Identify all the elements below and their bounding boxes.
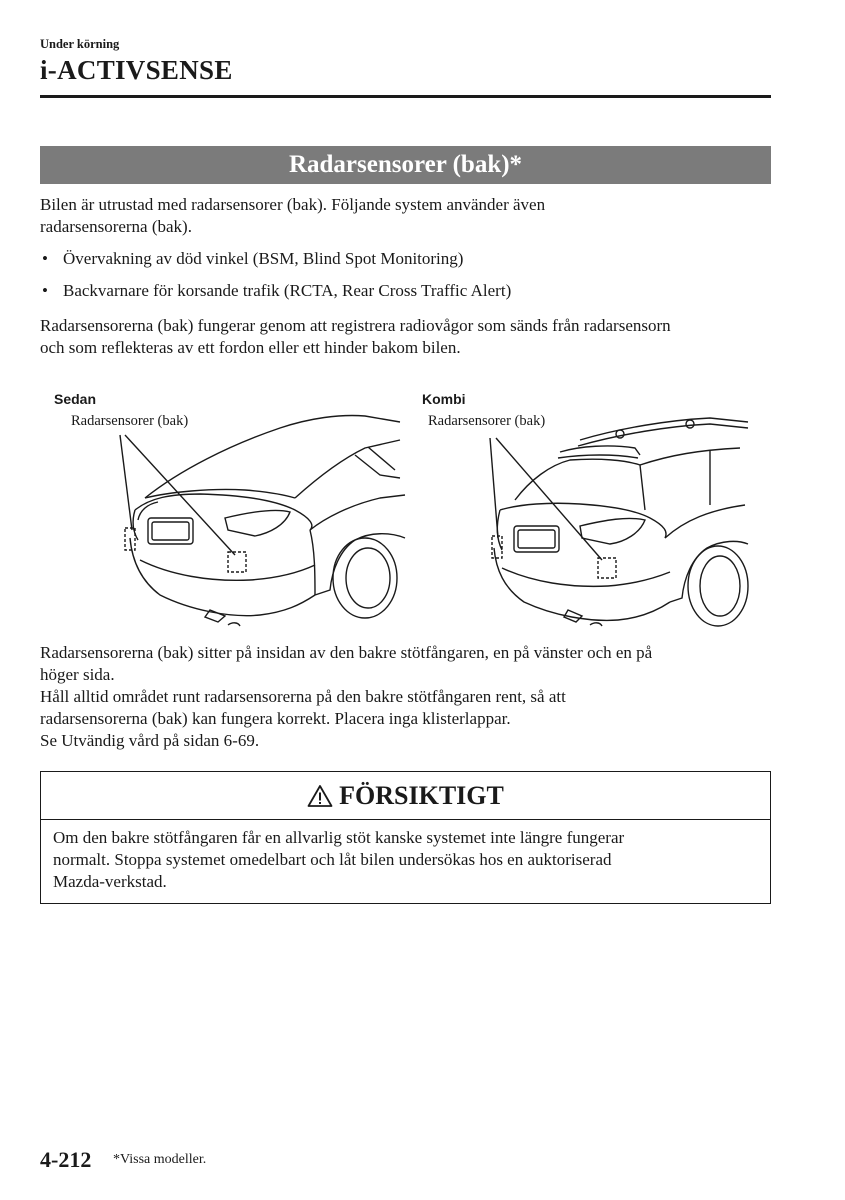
caution-body: [53, 827, 763, 893]
figure-callout-kombi: Radarsensorer (bak): [428, 413, 546, 429]
description-line: Radarsensorerna (bak) fungerar genom att registrera radiovågor som sänds från radarsensorn: [40, 316, 671, 335]
location-line: höger sida.: [40, 665, 115, 684]
intro-paragraph: [40, 194, 780, 238]
bullet-icon: •: [42, 281, 48, 300]
location-paragraph: [40, 642, 780, 752]
location-line: Håll alltid området runt radarsensorerna på den bakre stötfångaren rent, så att: [40, 687, 566, 706]
location-line: Radarsensorerna (bak) sitter på insidan av den bakre stötfångaren, en på vänster och en på: [40, 643, 653, 662]
caution-header: [41, 772, 770, 820]
location-line: radarsensorerna (bak) kan fungera korrekt. Placera inga klisterlappar.: [40, 709, 511, 728]
page-number: 4-212: [40, 1147, 92, 1172]
intro-line: radarsensorerna (bak).: [40, 217, 192, 236]
list-item-text: Backvarnare för korsande trafik (RCTA, Rear Cross Traffic Alert): [63, 281, 512, 300]
footnote: *Vissa modeller.: [113, 1152, 207, 1167]
section-title-banner: Radarsensorer (bak)*: [40, 146, 771, 184]
list-item: [40, 280, 780, 302]
description-paragraph: [40, 315, 780, 359]
description-line: och som reflekteras av ett fordon eller ett hinder bakom bilen.: [40, 338, 461, 357]
section-label: Under körning: [40, 37, 120, 51]
warning-triangle-icon: [307, 776, 333, 823]
system-list: [40, 248, 780, 312]
caution-title: FÖRSIKTIGT: [339, 781, 504, 810]
header-rule: [40, 95, 771, 98]
sedan-car-illustration: [110, 400, 410, 630]
caution-box: [40, 771, 771, 904]
figure-label-kombi: Kombi: [422, 391, 466, 407]
intro-line: Bilen är utrustad med radarsensorer (bak). Följande system använder även: [40, 195, 546, 214]
caution-line: normalt. Stoppa systemet omedelbart och låt bilen undersökas hos en auktoriserad: [53, 850, 612, 869]
chapter-title: i-ACTIVSENSE: [40, 55, 233, 85]
figure-label-sedan: Sedan: [54, 391, 97, 407]
bullet-icon: •: [42, 249, 48, 268]
caution-line: Om den bakre stötfångaren får en allvarlig stöt kanske systemet inte längre fungerar: [53, 828, 625, 847]
figure-callout-sedan: Radarsensorer (bak): [71, 413, 189, 429]
kombi-car-illustration: [470, 410, 750, 630]
location-line: Se Utvändig vård på sidan 6-69.: [40, 731, 260, 750]
list-item-text: Övervakning av död vinkel (BSM, Blind Spot Monitoring): [63, 249, 464, 268]
list-item: [40, 248, 780, 270]
caution-line: Mazda-verkstad.: [53, 872, 167, 891]
